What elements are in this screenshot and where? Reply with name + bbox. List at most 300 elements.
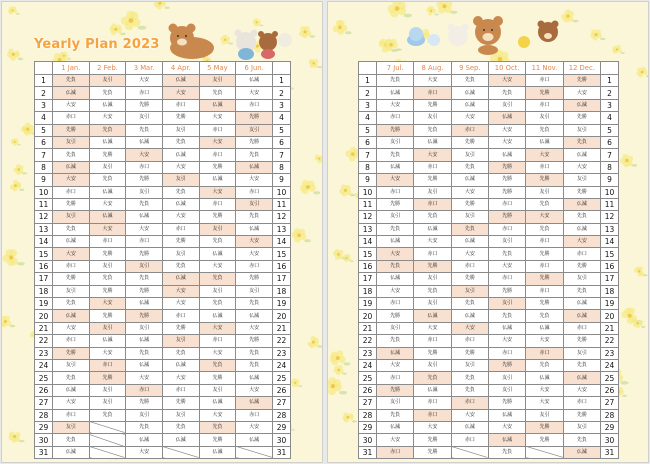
day-cell[interactable]: 友引 <box>89 260 126 272</box>
day-cell[interactable]: 先負 <box>377 335 414 347</box>
day-cell[interactable]: 仏滅 <box>526 322 563 334</box>
day-cell[interactable]: 先負 <box>377 409 414 421</box>
day-cell[interactable]: 先負 <box>236 149 273 161</box>
day-cell[interactable]: 赤口 <box>162 384 199 396</box>
day-cell[interactable]: 友引 <box>526 409 563 421</box>
day-cell[interactable]: 先負 <box>488 248 525 260</box>
day-cell[interactable]: 赤口 <box>526 75 563 87</box>
day-cell[interactable]: 大安 <box>199 260 236 272</box>
day-cell[interactable]: 先勝 <box>526 174 563 186</box>
day-cell[interactable]: 先勝 <box>563 186 600 198</box>
day-cell[interactable]: 先勝 <box>488 211 525 223</box>
day-cell[interactable]: 友引 <box>126 409 163 421</box>
day-cell[interactable]: 仏滅 <box>199 248 236 260</box>
day-cell[interactable]: 先勝 <box>53 273 90 285</box>
day-cell[interactable]: 先負 <box>451 161 488 173</box>
day-cell[interactable]: 大安 <box>377 285 414 297</box>
day-cell[interactable]: 大安 <box>126 446 163 458</box>
day-cell[interactable]: 友引 <box>526 186 563 198</box>
day-cell[interactable]: 仏滅 <box>126 434 163 446</box>
day-cell[interactable]: 大安 <box>199 112 236 124</box>
day-cell[interactable]: 友引 <box>162 248 199 260</box>
day-cell[interactable]: 友引 <box>162 174 199 186</box>
empty-cell[interactable] <box>162 446 199 458</box>
day-cell[interactable]: 先負 <box>199 236 236 248</box>
day-cell[interactable]: 先勝 <box>414 446 451 458</box>
day-cell[interactable]: 先負 <box>526 359 563 371</box>
day-cell[interactable]: 大安 <box>414 149 451 161</box>
day-cell[interactable]: 仏滅 <box>199 174 236 186</box>
day-cell[interactable]: 仏滅 <box>451 87 488 99</box>
day-cell[interactable]: 仏滅 <box>53 446 90 458</box>
day-cell[interactable]: 先負 <box>563 434 600 446</box>
day-cell[interactable]: 友引 <box>126 260 163 272</box>
day-cell[interactable]: 先勝 <box>162 397 199 409</box>
day-cell[interactable]: 赤口 <box>377 112 414 124</box>
day-cell[interactable]: 友引 <box>199 75 236 87</box>
day-cell[interactable]: 友引 <box>126 322 163 334</box>
day-cell[interactable]: 友引 <box>377 397 414 409</box>
day-cell[interactable]: 大安 <box>488 136 525 148</box>
day-cell[interactable]: 仏滅 <box>451 310 488 322</box>
day-cell[interactable]: 仏滅 <box>162 359 199 371</box>
day-cell[interactable]: 赤口 <box>414 198 451 210</box>
day-cell[interactable]: 赤口 <box>526 161 563 173</box>
day-cell[interactable]: 先負 <box>414 372 451 384</box>
day-cell[interactable]: 先負 <box>488 310 525 322</box>
day-cell[interactable]: 仏滅 <box>236 161 273 173</box>
day-cell[interactable]: 赤口 <box>53 409 90 421</box>
day-cell[interactable]: 大安 <box>126 372 163 384</box>
day-cell[interactable]: 大安 <box>199 186 236 198</box>
day-cell[interactable]: 赤口 <box>451 397 488 409</box>
day-cell[interactable]: 大安 <box>53 397 90 409</box>
day-cell[interactable]: 先勝 <box>236 273 273 285</box>
day-cell[interactable]: 友引 <box>563 347 600 359</box>
day-cell[interactable]: 仏滅 <box>53 87 90 99</box>
day-cell[interactable]: 友引 <box>53 421 90 433</box>
day-cell[interactable]: 赤口 <box>451 434 488 446</box>
day-cell[interactable]: 仏滅 <box>451 174 488 186</box>
day-cell[interactable]: 赤口 <box>488 273 525 285</box>
day-cell[interactable]: 先負 <box>236 359 273 371</box>
day-cell[interactable]: 赤口 <box>414 87 451 99</box>
day-cell[interactable]: 赤口 <box>236 409 273 421</box>
day-cell[interactable]: 赤口 <box>377 372 414 384</box>
day-cell[interactable]: 仏滅 <box>377 273 414 285</box>
day-cell[interactable]: 赤口 <box>451 335 488 347</box>
day-cell[interactable]: 先負 <box>526 223 563 235</box>
day-cell[interactable]: 大安 <box>53 322 90 334</box>
day-cell[interactable]: 先勝 <box>53 347 90 359</box>
day-cell[interactable]: 先負 <box>126 198 163 210</box>
empty-cell[interactable] <box>89 434 126 446</box>
day-cell[interactable]: 大安 <box>53 99 90 111</box>
day-cell[interactable]: 赤口 <box>236 99 273 111</box>
day-cell[interactable]: 先勝 <box>488 397 525 409</box>
day-cell[interactable]: 友引 <box>377 322 414 334</box>
day-cell[interactable]: 大安 <box>526 384 563 396</box>
day-cell[interactable]: 先勝 <box>236 112 273 124</box>
day-cell[interactable]: 仏滅 <box>526 372 563 384</box>
day-cell[interactable]: 先負 <box>451 75 488 87</box>
day-cell[interactable]: 赤口 <box>126 384 163 396</box>
day-cell[interactable]: 友引 <box>414 112 451 124</box>
day-cell[interactable]: 大安 <box>414 322 451 334</box>
day-cell[interactable]: 友引 <box>53 136 90 148</box>
day-cell[interactable]: 大安 <box>563 87 600 99</box>
day-cell[interactable]: 大安 <box>451 186 488 198</box>
day-cell[interactable]: 先負 <box>53 298 90 310</box>
day-cell[interactable]: 先負 <box>377 223 414 235</box>
day-cell[interactable]: 先負 <box>126 347 163 359</box>
day-cell[interactable]: 先勝 <box>488 186 525 198</box>
day-cell[interactable]: 先勝 <box>488 285 525 297</box>
day-cell[interactable]: 赤口 <box>199 198 236 210</box>
day-cell[interactable]: 友引 <box>53 285 90 297</box>
day-cell[interactable]: 先勝 <box>526 87 563 99</box>
day-cell[interactable]: 大安 <box>526 397 563 409</box>
day-cell[interactable]: 先勝 <box>377 384 414 396</box>
day-cell[interactable]: 仏滅 <box>414 223 451 235</box>
day-cell[interactable]: 仏滅 <box>377 161 414 173</box>
day-cell[interactable]: 仏滅 <box>488 112 525 124</box>
day-cell[interactable]: 赤口 <box>53 186 90 198</box>
day-cell[interactable]: 先負 <box>451 384 488 396</box>
day-cell[interactable]: 先勝 <box>563 409 600 421</box>
day-cell[interactable]: 先負 <box>199 298 236 310</box>
day-cell[interactable]: 仏滅 <box>89 211 126 223</box>
day-cell[interactable]: 友引 <box>162 124 199 136</box>
day-cell[interactable]: 先負 <box>89 174 126 186</box>
day-cell[interactable]: 友引 <box>414 186 451 198</box>
day-cell[interactable]: 先勝 <box>488 174 525 186</box>
day-cell[interactable]: 友引 <box>236 198 273 210</box>
day-cell[interactable]: 先負 <box>488 446 525 458</box>
day-cell[interactable]: 赤口 <box>563 397 600 409</box>
day-cell[interactable]: 大安 <box>162 87 199 99</box>
day-cell[interactable]: 大安 <box>377 434 414 446</box>
day-cell[interactable]: 赤口 <box>563 322 600 334</box>
day-cell[interactable]: 先勝 <box>451 347 488 359</box>
day-cell[interactable]: 赤口 <box>414 161 451 173</box>
day-cell[interactable]: 先勝 <box>199 434 236 446</box>
day-cell[interactable]: 先負 <box>451 298 488 310</box>
day-cell[interactable]: 大安 <box>199 322 236 334</box>
day-cell[interactable]: 先負 <box>199 421 236 433</box>
day-cell[interactable]: 先勝 <box>162 322 199 334</box>
day-cell[interactable]: 先負 <box>488 87 525 99</box>
day-cell[interactable]: 仏滅 <box>563 149 600 161</box>
day-cell[interactable]: 先勝 <box>89 285 126 297</box>
day-cell[interactable]: 友引 <box>236 124 273 136</box>
day-cell[interactable]: 先勝 <box>89 310 126 322</box>
day-cell[interactable]: 赤口 <box>89 236 126 248</box>
day-cell[interactable]: 大安 <box>53 174 90 186</box>
day-cell[interactable]: 赤口 <box>126 161 163 173</box>
day-cell[interactable]: 先勝 <box>414 434 451 446</box>
day-cell[interactable]: 先負 <box>199 359 236 371</box>
day-cell[interactable]: 赤口 <box>162 99 199 111</box>
day-cell[interactable]: 仏滅 <box>526 136 563 148</box>
day-cell[interactable]: 先勝 <box>526 273 563 285</box>
day-cell[interactable]: 先勝 <box>526 434 563 446</box>
day-cell[interactable]: 大安 <box>126 75 163 87</box>
day-cell[interactable]: 仏滅 <box>488 409 525 421</box>
day-cell[interactable]: 大安 <box>488 124 525 136</box>
day-cell[interactable]: 仏滅 <box>377 87 414 99</box>
day-cell[interactable]: 先勝 <box>451 136 488 148</box>
day-cell[interactable]: 仏滅 <box>162 198 199 210</box>
day-cell[interactable]: 友引 <box>488 384 525 396</box>
day-cell[interactable]: 赤口 <box>126 87 163 99</box>
day-cell[interactable]: 友引 <box>236 285 273 297</box>
day-cell[interactable]: 先負 <box>89 409 126 421</box>
day-cell[interactable]: 赤口 <box>199 124 236 136</box>
day-cell[interactable]: 仏滅 <box>236 372 273 384</box>
day-cell[interactable]: 仏滅 <box>414 136 451 148</box>
day-cell[interactable]: 友引 <box>89 161 126 173</box>
day-cell[interactable]: 先勝 <box>126 397 163 409</box>
day-cell[interactable]: 先負 <box>162 186 199 198</box>
day-cell[interactable]: 仏滅 <box>451 236 488 248</box>
day-cell[interactable]: 先勝 <box>488 359 525 371</box>
day-cell[interactable]: 先勝 <box>526 248 563 260</box>
day-cell[interactable]: 先負 <box>563 211 600 223</box>
day-cell[interactable]: 友引 <box>199 223 236 235</box>
day-cell[interactable]: 大安 <box>199 347 236 359</box>
day-cell[interactable]: 先負 <box>89 87 126 99</box>
day-cell[interactable]: 仏滅 <box>488 322 525 334</box>
day-cell[interactable]: 赤口 <box>236 186 273 198</box>
day-cell[interactable]: 赤口 <box>451 260 488 272</box>
day-cell[interactable]: 先負 <box>89 124 126 136</box>
day-cell[interactable]: 大安 <box>377 359 414 371</box>
day-cell[interactable]: 赤口 <box>563 248 600 260</box>
day-cell[interactable]: 大安 <box>89 223 126 235</box>
day-cell[interactable]: 仏滅 <box>563 310 600 322</box>
day-cell[interactable]: 先勝 <box>126 99 163 111</box>
day-cell[interactable]: 大安 <box>563 384 600 396</box>
day-cell[interactable]: 先負 <box>53 75 90 87</box>
day-cell[interactable]: 大安 <box>563 161 600 173</box>
day-cell[interactable]: 仏滅 <box>563 446 600 458</box>
day-cell[interactable]: 大安 <box>414 75 451 87</box>
day-cell[interactable]: 赤口 <box>451 124 488 136</box>
day-cell[interactable]: 大安 <box>89 112 126 124</box>
day-cell[interactable]: 先勝 <box>53 124 90 136</box>
day-cell[interactable]: 仏滅 <box>236 397 273 409</box>
day-cell[interactable]: 先勝 <box>199 372 236 384</box>
day-cell[interactable]: 先負 <box>126 421 163 433</box>
day-cell[interactable]: 先負 <box>377 260 414 272</box>
day-cell[interactable]: 仏滅 <box>53 310 90 322</box>
day-cell[interactable]: 友引 <box>89 397 126 409</box>
day-cell[interactable]: 友引 <box>89 322 126 334</box>
day-cell[interactable]: 赤口 <box>414 335 451 347</box>
day-cell[interactable]: 友引 <box>451 285 488 297</box>
day-cell[interactable]: 赤口 <box>162 310 199 322</box>
day-cell[interactable]: 友引 <box>199 285 236 297</box>
day-cell[interactable]: 友引 <box>377 136 414 148</box>
day-cell[interactable]: 友引 <box>488 236 525 248</box>
day-cell[interactable]: 先勝 <box>126 310 163 322</box>
day-cell[interactable]: 友引 <box>563 421 600 433</box>
day-cell[interactable]: 友引 <box>377 211 414 223</box>
day-cell[interactable]: 大安 <box>236 174 273 186</box>
day-cell[interactable]: 先負 <box>414 285 451 297</box>
day-cell[interactable]: 先負 <box>126 273 163 285</box>
day-cell[interactable]: 先負 <box>53 434 90 446</box>
day-cell[interactable]: 赤口 <box>526 236 563 248</box>
day-cell[interactable]: 先負 <box>89 273 126 285</box>
day-cell[interactable]: 赤口 <box>414 397 451 409</box>
day-cell[interactable]: 先勝 <box>162 236 199 248</box>
day-cell[interactable]: 赤口 <box>414 248 451 260</box>
day-cell[interactable]: 仏滅 <box>126 335 163 347</box>
day-cell[interactable]: 大安 <box>451 322 488 334</box>
day-cell[interactable]: 先勝 <box>451 273 488 285</box>
day-cell[interactable]: 赤口 <box>377 446 414 458</box>
day-cell[interactable]: 仏滅 <box>89 136 126 148</box>
empty-cell[interactable] <box>89 421 126 433</box>
day-cell[interactable]: 先勝 <box>414 347 451 359</box>
day-cell[interactable]: 友引 <box>162 335 199 347</box>
day-cell[interactable]: 先勝 <box>377 310 414 322</box>
day-cell[interactable]: 仏滅 <box>53 161 90 173</box>
day-cell[interactable]: 赤口 <box>377 186 414 198</box>
day-cell[interactable]: 友引 <box>451 359 488 371</box>
day-cell[interactable]: 先勝 <box>526 298 563 310</box>
empty-cell[interactable] <box>236 446 273 458</box>
day-cell[interactable]: 仏滅 <box>162 149 199 161</box>
day-cell[interactable]: 仏滅 <box>488 434 525 446</box>
day-cell[interactable]: 友引 <box>488 298 525 310</box>
day-cell[interactable]: 仏滅 <box>451 421 488 433</box>
day-cell[interactable]: 赤口 <box>162 223 199 235</box>
day-cell[interactable]: 先勝 <box>236 335 273 347</box>
day-cell[interactable]: 友引 <box>526 112 563 124</box>
day-cell[interactable]: 先負 <box>53 223 90 235</box>
day-cell[interactable]: 仏滅 <box>53 236 90 248</box>
day-cell[interactable]: 仏滅 <box>563 198 600 210</box>
day-cell[interactable]: 大安 <box>526 149 563 161</box>
day-cell[interactable]: 先負 <box>451 223 488 235</box>
day-cell[interactable]: 仏滅 <box>563 298 600 310</box>
day-cell[interactable]: 仏滅 <box>377 347 414 359</box>
day-cell[interactable]: 友引 <box>89 75 126 87</box>
day-cell[interactable]: 大安 <box>236 236 273 248</box>
day-cell[interactable]: 大安 <box>488 335 525 347</box>
day-cell[interactable]: 先勝 <box>414 174 451 186</box>
day-cell[interactable]: 先負 <box>162 136 199 148</box>
day-cell[interactable]: 先負 <box>236 347 273 359</box>
day-cell[interactable]: 仏滅 <box>89 335 126 347</box>
day-cell[interactable]: 仏滅 <box>563 99 600 111</box>
day-cell[interactable]: 仏滅 <box>414 310 451 322</box>
day-cell[interactable]: 大安 <box>488 75 525 87</box>
day-cell[interactable]: 大安 <box>236 322 273 334</box>
day-cell[interactable]: 先負 <box>53 149 90 161</box>
day-cell[interactable]: 赤口 <box>89 359 126 371</box>
day-cell[interactable]: 友引 <box>89 384 126 396</box>
day-cell[interactable]: 仏滅 <box>488 149 525 161</box>
day-cell[interactable]: 友引 <box>414 298 451 310</box>
day-cell[interactable]: 赤口 <box>53 112 90 124</box>
day-cell[interactable]: 大安 <box>89 198 126 210</box>
day-cell[interactable]: 先勝 <box>89 248 126 260</box>
day-cell[interactable]: 友引 <box>162 409 199 421</box>
day-cell[interactable]: 大安 <box>563 236 600 248</box>
day-cell[interactable]: 仏滅 <box>236 434 273 446</box>
day-cell[interactable]: 大安 <box>451 112 488 124</box>
day-cell[interactable]: 大安 <box>414 421 451 433</box>
empty-cell[interactable] <box>526 446 563 458</box>
day-cell[interactable]: 大安 <box>488 260 525 272</box>
day-cell[interactable]: 大安 <box>199 409 236 421</box>
day-cell[interactable]: 仏滅 <box>162 75 199 87</box>
day-cell[interactable]: 大安 <box>126 149 163 161</box>
empty-cell[interactable] <box>451 446 488 458</box>
day-cell[interactable]: 大安 <box>377 248 414 260</box>
day-cell[interactable]: 先勝 <box>563 335 600 347</box>
day-cell[interactable]: 先負 <box>563 285 600 297</box>
day-cell[interactable]: 仏滅 <box>377 421 414 433</box>
day-cell[interactable]: 先勝 <box>488 161 525 173</box>
day-cell[interactable]: 友引 <box>53 211 90 223</box>
day-cell[interactable]: 先負 <box>126 124 163 136</box>
day-cell[interactable]: 大安 <box>488 421 525 433</box>
day-cell[interactable]: 大安 <box>53 248 90 260</box>
day-cell[interactable]: 大安 <box>162 211 199 223</box>
day-cell[interactable]: 先負 <box>526 198 563 210</box>
day-cell[interactable]: 仏滅 <box>126 211 163 223</box>
day-cell[interactable]: 赤口 <box>414 409 451 421</box>
day-cell[interactable]: 赤口 <box>526 99 563 111</box>
day-cell[interactable]: 大安 <box>162 372 199 384</box>
day-cell[interactable]: 大安 <box>236 384 273 396</box>
day-cell[interactable]: 先負 <box>563 136 600 148</box>
day-cell[interactable]: 先勝 <box>414 260 451 272</box>
day-cell[interactable]: 友引 <box>563 174 600 186</box>
day-cell[interactable]: 先勝 <box>89 372 126 384</box>
day-cell[interactable]: 先負 <box>414 211 451 223</box>
day-cell[interactable]: 先負 <box>162 347 199 359</box>
day-cell[interactable]: 先勝 <box>563 112 600 124</box>
day-cell[interactable]: 赤口 <box>488 347 525 359</box>
day-cell[interactable]: 先勝 <box>414 99 451 111</box>
day-cell[interactable]: 大安 <box>377 174 414 186</box>
day-cell[interactable]: 仏滅 <box>162 434 199 446</box>
day-cell[interactable]: 先勝 <box>563 75 600 87</box>
day-cell[interactable]: 仏滅 <box>89 99 126 111</box>
day-cell[interactable]: 仏滅 <box>236 223 273 235</box>
day-cell[interactable]: 仏滅 <box>126 136 163 148</box>
day-cell[interactable]: 先勝 <box>53 198 90 210</box>
day-cell[interactable]: 大安 <box>451 409 488 421</box>
day-cell[interactable]: 大安 <box>236 87 273 99</box>
day-cell[interactable]: 大安 <box>526 335 563 347</box>
day-cell[interactable]: 赤口 <box>53 335 90 347</box>
day-cell[interactable]: 赤口 <box>377 298 414 310</box>
day-cell[interactable]: 先負 <box>414 124 451 136</box>
day-cell[interactable]: 先負 <box>162 260 199 272</box>
day-cell[interactable]: 赤口 <box>126 236 163 248</box>
day-cell[interactable]: 先勝 <box>236 136 273 148</box>
day-cell[interactable]: 友引 <box>451 211 488 223</box>
day-cell[interactable]: 仏滅 <box>126 298 163 310</box>
day-cell[interactable]: 大安 <box>451 248 488 260</box>
